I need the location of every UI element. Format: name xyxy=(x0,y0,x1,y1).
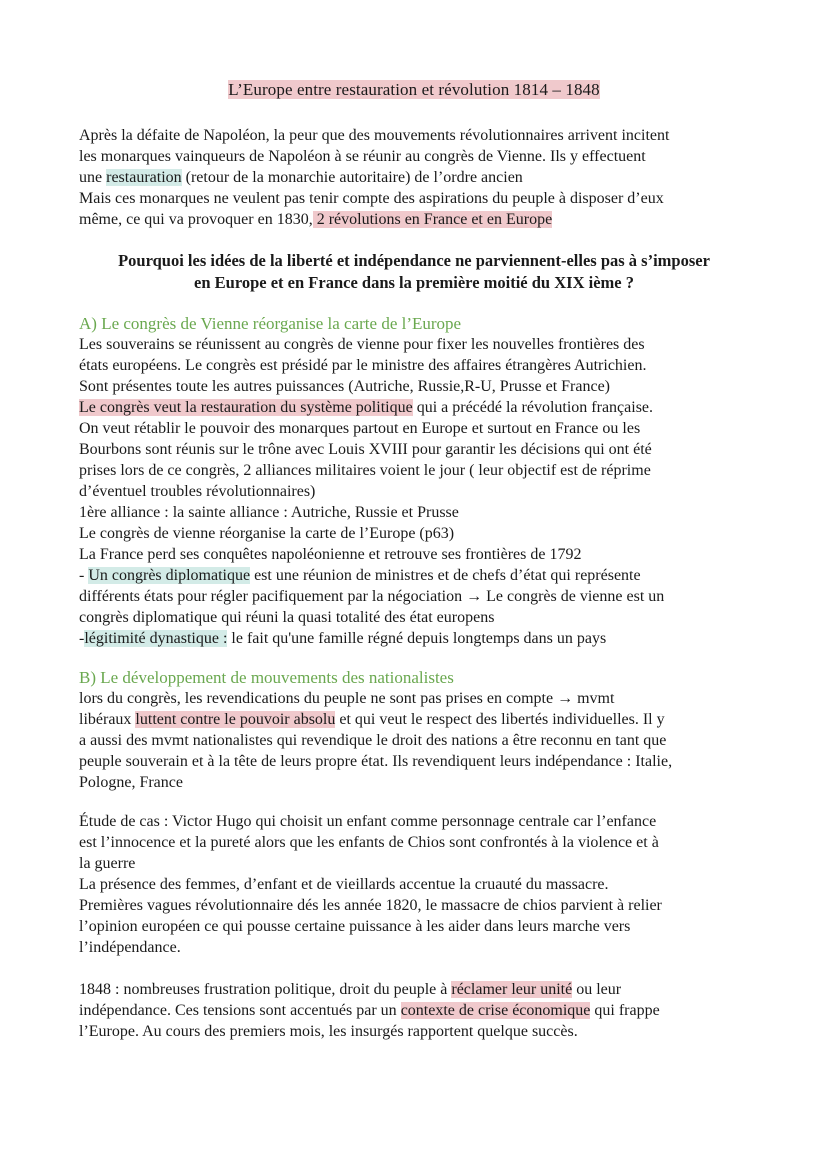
case-study xyxy=(79,811,759,958)
text-line: la guerre xyxy=(79,855,136,872)
text-line: prises lors de ce congrès, 2 alliances militaires voient le jour ( leur objectif est de réprime xyxy=(79,462,651,479)
highlight-pink: réclamer leur unité xyxy=(451,981,573,998)
text-span: le fait qu'une famille régné depuis longtemps dans un pays xyxy=(227,630,607,647)
text-span: (retour de la monarchie autoritaire) de l’ordre ancien xyxy=(181,169,523,186)
text-line: Après la défaite de Napoléon, la peur que des mouvements révolutionnaires arrivent incitent xyxy=(79,127,670,144)
text-line: Étude de cas : Victor Hugo qui choisit un enfant comme personnage centrale car l’enfance xyxy=(79,813,657,830)
text-line: Sont présentes toute les autres puissances (Autriche, Russie,R-U, Prusse et France) xyxy=(79,378,610,395)
text-line xyxy=(79,628,759,649)
text-line xyxy=(79,1000,759,1021)
text-line: La France perd ses conquêtes napoléonienne et retrouve ses frontières de 1792 xyxy=(79,546,582,563)
text-line: l’Europe. Au cours des premiers mois, les insurgés rapportent quelque succès. xyxy=(79,1023,578,1040)
paragraph-1848 xyxy=(79,979,759,1042)
question-line: en Europe et en France dans la première moitié du XIX ième ? xyxy=(194,273,634,292)
text-line: états européens. Le congrès est présidé par le ministre des affaires étrangères Autrichien. xyxy=(79,357,647,374)
text-line: La présence des femmes, d’enfant et de vieillards accentue la cruauté du massacre. xyxy=(79,876,609,893)
text-line: Pologne, France xyxy=(79,774,183,791)
highlight-green: restauration xyxy=(106,169,182,186)
text-line: Mais ces monarques ne veulent pas tenir compte des aspirations du peuple à disposer d’eux xyxy=(79,190,664,207)
text-line xyxy=(79,397,759,418)
text-line: Bourbons sont réunis sur le trône avec Louis XVIII pour garantir les décisions qui ont été xyxy=(79,441,652,458)
text-line: l’indépendance. xyxy=(79,939,181,956)
text-line: l’opinion européen ce qui pousse certaine puissance à les aider dans leurs marche vers xyxy=(79,918,631,935)
text-span: ou leur xyxy=(572,981,622,998)
highlight-green: légitimité dynastique : xyxy=(84,630,228,647)
text-line: Les souverains se réunissent au congrès de vienne pour fixer les nouvelles frontières des xyxy=(79,336,645,353)
text-line: d’éventuel troubles révolutionnaires) xyxy=(79,483,316,500)
highlight-pink: luttent contre le pouvoir absolu xyxy=(135,711,336,728)
text-line: Premières vagues révolutionnaire dés les année 1820, le massacre de chios parvient à relier xyxy=(79,897,662,914)
text-span: - xyxy=(79,630,85,647)
text-line xyxy=(79,209,759,230)
problematic-question xyxy=(79,250,749,294)
text-line: peuple souverain et à la tête de leurs propre état. Ils revendiquent leurs indépendance : Italie, xyxy=(79,753,673,770)
text-line: a aussi des mvmt nationalistes qui revendique le droit des nations a être reconnu en tant que xyxy=(79,732,667,749)
text-span: libéraux xyxy=(79,711,136,728)
highlight-green: Un congrès diplomatique xyxy=(88,567,251,584)
question-line: Pourquoi les idées de la liberté et indépendance ne parviennent-elles pas à s’imposer xyxy=(118,251,710,270)
text-line: 1ère alliance : la sainte alliance : Autriche, Russie et Prusse xyxy=(79,504,459,521)
title-text: L’Europe entre restauration et révolution 1814 – 1848 xyxy=(228,80,600,99)
highlight-pink: contexte de crise économique xyxy=(400,1002,591,1019)
text-line xyxy=(79,167,759,188)
highlight-pink: Le congrès veut la restauration du système politique xyxy=(79,399,413,416)
highlight-pink: 2 révolutions en France et en Europe xyxy=(312,211,553,228)
text-line: congrès diplomatique qui réuni la quasi totalité des état europens xyxy=(79,609,495,626)
text-span: indépendance. Ces tensions sont accentués par un xyxy=(79,1002,401,1019)
section-a-heading: A) Le congrès de Vienne réorganise la carte de l’Europe xyxy=(79,314,462,333)
text-line: Le congrès de vienne réorganise la carte de l’Europe (p63) xyxy=(79,525,455,542)
text-line xyxy=(79,709,759,730)
text-line: les monarques vainqueurs de Napoléon à se réunir au congrès de Vienne. Ils y effectuent xyxy=(79,148,646,165)
text-span: 1848 : nombreuses frustration politique, droit du peuple à xyxy=(79,981,452,998)
text-line: différents états pour régler pacifiquement par la négociation → Le congrès de vienne est un xyxy=(79,588,665,605)
text-span: une xyxy=(79,169,107,186)
text-line xyxy=(79,979,759,1000)
text-line: lors du congrès, les revendications du peuple ne sont pas prises en compte → mvmt xyxy=(79,690,615,707)
section-a xyxy=(79,313,759,649)
document-title xyxy=(0,78,828,102)
intro-paragraph xyxy=(79,125,759,230)
text-span: - xyxy=(79,567,89,584)
section-b-heading: B) Le développement de mouvements des nationalistes xyxy=(79,668,454,687)
text-line: On veut rétablir le pouvoir des monarques partout en Europe et surtout en France ou les xyxy=(79,420,641,437)
text-span: même, ce qui va provoquer en 1830, xyxy=(79,211,313,228)
text-span: qui a précédé la révolution française. xyxy=(412,399,654,416)
section-b xyxy=(79,667,759,793)
text-span: qui frappe xyxy=(590,1002,660,1019)
text-line xyxy=(79,565,759,586)
text-span: et qui veut le respect des libertés individuelles. Il y xyxy=(335,711,665,728)
text-line: est l’innocence et la pureté alors que les enfants de Chios sont confrontés à la violence et à xyxy=(79,834,659,851)
text-span: est une réunion de ministres et de chefs d’état qui représente xyxy=(250,567,641,584)
